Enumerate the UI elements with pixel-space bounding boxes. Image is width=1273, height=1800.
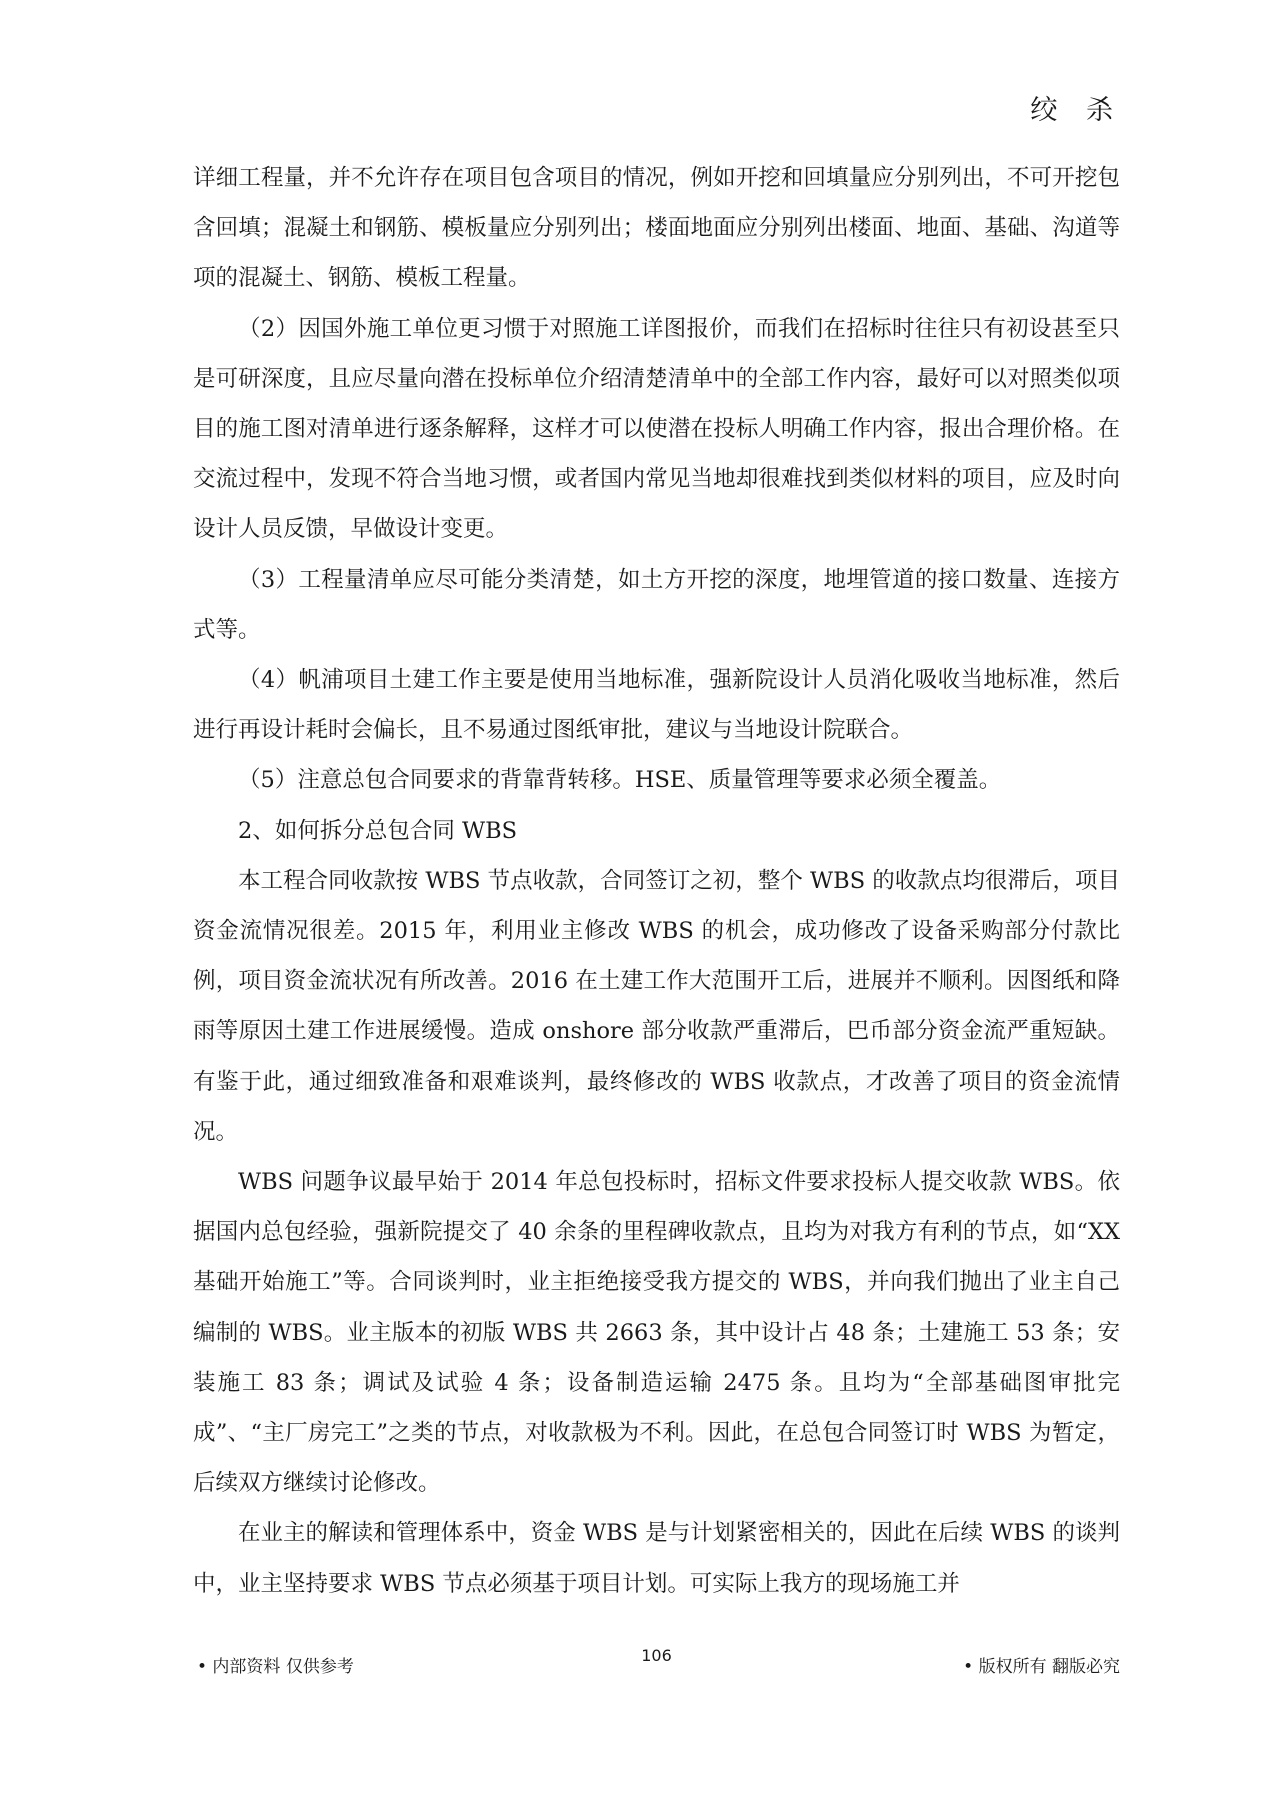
paragraph: WBS 问题争议最早始于 2014 年总包投标时，招标文件要求投标人提交收款 WBS。依据国内总包经验，强新院提交了 40 余条的里程碑收款点，且均为对我方有利的节点，如“XX 基础开始施工”等。合同谈判时，业主拒绝接受我方提交的 WBS，并向我们抛出了业主自己编制的 WBS。业主版本的初版 WBS 共 2663 条，其中设计占 48 条；土建施工 53 条；安装施工 83 条；调试及试验 4 条；设备制造运输 2475 条。且均为“全部基础图审批完成”、“主厂房完工”之类的节点，对收款极为不利。因此，在总包合同签订时 WBS 为暂定，后续双方继续讨论修改。 — [193, 1169, 1120, 1497]
paragraph-continued: 详细工程量，并不允许存在项目包含项目的情况，例如开挖和回填量应分别列出，不可开挖包含回填；混凝土和钢筋、模板量应分别列出；楼面地面应分别列出楼面、地面、基础、沟道等项的混凝土、钢筋、模板工程量。 — [193, 165, 1120, 292]
page-number: 106 — [641, 1646, 672, 1665]
paragraph: 本工程合同收款按 WBS 节点收款，合同签订之初，整个 WBS 的收款点均很滞后，项目资金流情况很差。2015 年，利用业主修改 WBS 的机会，成功修改了设备采购部分付款比例，项目资金流状况有所改善。2016 在土建工作大范围开工后，进展并不顺利。因图纸和降雨等原因土建工作进展缓慢。造成 onshore 部分收款严重滞后，巴币部分资金流严重短缺。有鉴于此，通过细致准备和艰难谈判，最终修改的 WBS 收款点，才改善了项目的资金流情况。 — [193, 867, 1120, 1145]
paragraph-item-2: （2）因国外施工单位更习惯于对照施工详图报价，而我们在招标时往往只有初设甚至只是可研深度，且应尽量向潜在投标单位介绍清楚清单中的全部工作内容，最好可以对照类似项目的施工图对清单进行逐条解释，这样才可以使潜在投标人明确工作内容，报出合理价格。在交流过程中，发现不符合当地习惯，或者国内常见当地却很难找到类似材料的项目，应及时向设计人员反馈，早做设计变更。 — [193, 315, 1120, 543]
document-body — [193, 153, 1120, 1609]
section-heading: 2、如何拆分总包合同 WBS — [238, 817, 518, 844]
paragraph-item-3: （3）工程量清单应尽可能分类清楚，如土方开挖的深度，地埋管道的接口数量、连接方式等。 — [193, 566, 1120, 643]
page-footer — [193, 1646, 1120, 1682]
paragraph: 在业主的解读和管理体系中，资金 WBS 是与计划紧密相关的，因此在后续 WBS 的谈判中，业主坚持要求 WBS 节点必须基于项目计划。可实际上我方的现场施工并 — [193, 1520, 1120, 1597]
paragraph-item-4: （4）帆浦项目土建工作主要是使用当地标准，强新院设计人员消化吸收当地标准，然后进行再设计耗时会偏长，且不易通过图纸审批，建议与当地设计院联合。 — [193, 667, 1120, 744]
paragraph-item-5: （5）注意总包合同要求的背靠背转移。HSE、质量管理等要求必须全覆盖。 — [238, 767, 1002, 794]
footer-internal-note: • 内部资料 仅供参考 — [197, 1657, 354, 1677]
footer-copyright-note: • 版权所有 翻版必究 — [963, 1657, 1120, 1677]
running-header: 绞 杀 — [1030, 95, 1123, 126]
